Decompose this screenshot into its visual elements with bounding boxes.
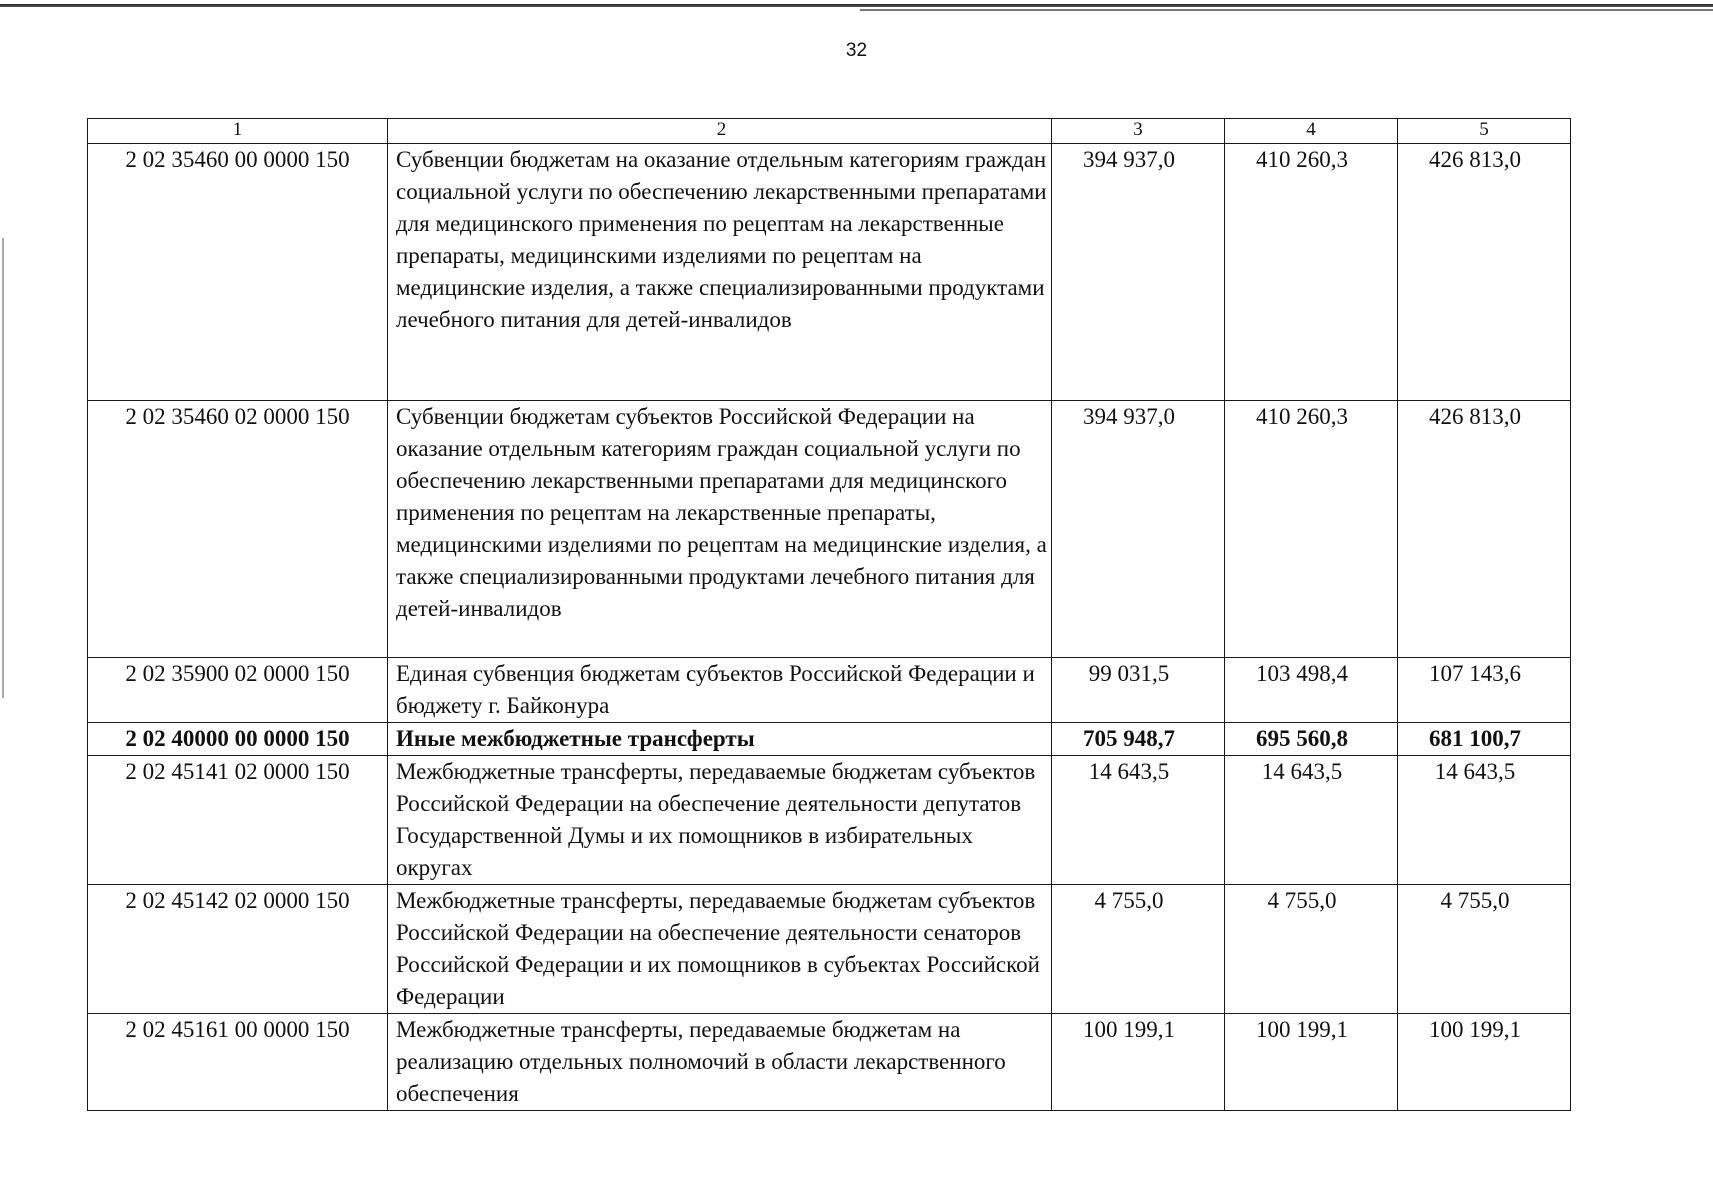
value-col-3: 99 031,5 [1052, 658, 1225, 723]
value-col-5: 107 143,6 [1398, 658, 1571, 723]
budget-code: 2 02 45142 02 0000 150 [88, 885, 388, 1014]
value-col-4: 410 260,3 [1225, 144, 1398, 401]
table-row-subtotal [88, 723, 1571, 756]
budget-code: 2 02 45141 02 0000 150 [88, 756, 388, 885]
value-col-4: 4 755,0 [1225, 885, 1398, 1014]
value-col-5: 426 813,0 [1398, 401, 1571, 658]
table-row [88, 756, 1571, 885]
table-row [88, 885, 1571, 1014]
item-name: Единая субвенция бюджетам субъектов Российской Федерации и бюджету г. Байконура [388, 658, 1052, 723]
value-col-3: 394 937,0 [1052, 401, 1225, 658]
item-name: Межбюджетные трансферты, передаваемые бюджетам субъектов Российской Федерации на обеспечение деятельности сенаторов Российской Федерации и их помощников в субъектах Российской Федерации [388, 885, 1052, 1014]
page-number: 32 [845, 40, 868, 61]
table-row [88, 401, 1571, 658]
value-col-4: 695 560,8 [1225, 723, 1398, 756]
value-col-3: 394 937,0 [1052, 144, 1225, 401]
value-col-3: 100 199,1 [1052, 1014, 1225, 1111]
value-col-5: 681 100,7 [1398, 723, 1571, 756]
value-col-3: 705 948,7 [1052, 723, 1225, 756]
value-col-4: 103 498,4 [1225, 658, 1398, 723]
value-col-5: 14 643,5 [1398, 756, 1571, 885]
item-name: Иные межбюджетные трансферты [388, 723, 1052, 756]
value-col-5: 4 755,0 [1398, 885, 1571, 1014]
table-row [88, 1014, 1571, 1111]
value-col-3: 14 643,5 [1052, 756, 1225, 885]
scan-edge-line-secondary [860, 9, 1713, 11]
table-row [88, 658, 1571, 723]
column-header-1: 1 [88, 119, 388, 144]
value-col-4: 14 643,5 [1225, 756, 1398, 885]
scan-margin-mark [2, 238, 4, 698]
value-col-5: 100 199,1 [1398, 1014, 1571, 1111]
budget-table [87, 118, 1571, 1111]
budget-code: 2 02 35460 00 0000 150 [88, 144, 388, 401]
column-header-3: 3 [1052, 119, 1225, 144]
value-col-4: 410 260,3 [1225, 401, 1398, 658]
budget-code: 2 02 40000 00 0000 150 [88, 723, 388, 756]
value-col-4: 100 199,1 [1225, 1014, 1398, 1111]
scan-edge-line [0, 4, 1713, 7]
column-header-4: 4 [1225, 119, 1398, 144]
value-col-5: 426 813,0 [1398, 144, 1571, 401]
item-name: Межбюджетные трансферты, передаваемые бюджетам субъектов Российской Федерации на обеспечение деятельности депутатов Государственной Думы и их помощников в избирательных округах [388, 756, 1052, 885]
budget-code: 2 02 35460 02 0000 150 [88, 401, 388, 658]
item-name: Межбюджетные трансферты, передаваемые бюджетам на реализацию отдельных полномочий в области лекарственного обеспечения [388, 1014, 1052, 1111]
budget-code: 2 02 35900 02 0000 150 [88, 658, 388, 723]
column-header-5: 5 [1398, 119, 1571, 144]
value-col-3: 4 755,0 [1052, 885, 1225, 1014]
item-name: Субвенции бюджетам на оказание отдельным категориям граждан социальной услуги по обеспечению лекарственными препаратами для медицинского применения по рецептам на лекарственные препараты, медицинскими изделиями по рецептам на медицинские изделия, а также специализированными продуктами лечебного питания для детей-инвалидов [388, 144, 1052, 401]
column-header-2: 2 [388, 119, 1052, 144]
budget-code: 2 02 45161 00 0000 150 [88, 1014, 388, 1111]
table-header-row [88, 119, 1571, 144]
table-row [88, 144, 1571, 401]
item-name: Субвенции бюджетам субъектов Российской Федерации на оказание отдельным категориям граждан социальной услуги по обеспечению лекарственными препаратами для медицинского применения по рецептам на лекарственные препараты, медицинскими изделиями по рецептам на медицинские изделия, а также специализированными продуктами лечебного питания для детей-инвалидов [388, 401, 1052, 658]
